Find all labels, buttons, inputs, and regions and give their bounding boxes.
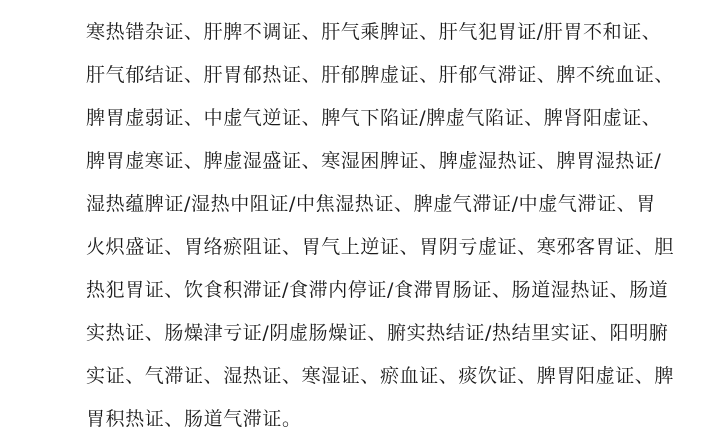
text-line-2: 肝气郁结证、肝胃郁热证、肝郁脾虚证、肝郁气滞证、脾不统血证、 <box>86 64 675 86</box>
text-line-6: 火炽盛证、胃络瘀阻证、胃气上逆证、胃阴亏虚证、寒邪客胃证、胆 <box>86 236 675 258</box>
text-line-4: 脾胃虚寒证、脾虚湿盛证、寒湿困脾证、脾虚湿热证、脾胃湿热证/ <box>86 150 662 172</box>
text-line-5: 湿热蕴脾证/湿热中阻证/中焦湿热证、脾虚气滞证/中虚气滞证、胃 <box>86 193 656 215</box>
text-line-10: 胃积热证、肠道气滞证。 <box>86 408 302 430</box>
text-line-1: 寒热错杂证、肝脾不调证、肝气乘脾证、肝气犯胃证/肝胃不和证、 <box>86 21 662 43</box>
text-line-7: 热犯胃证、饮食积滞证/食滞内停证/食滞胃肠证、肠道湿热证、肠道 <box>86 279 669 301</box>
text-line-3: 脾胃虚弱证、中虚气逆证、脾气下陷证/脾虚气陷证、脾肾阳虚证、 <box>86 107 662 129</box>
text-line-9: 实证、气滞证、湿热证、寒湿证、瘀血证、痰饮证、脾胃阳虚证、脾 <box>86 365 675 387</box>
text-line-8: 实热证、肠燥津亏证/阴虚肠燥证、腑实热结证/热结里实证、阳明腑 <box>86 322 669 344</box>
